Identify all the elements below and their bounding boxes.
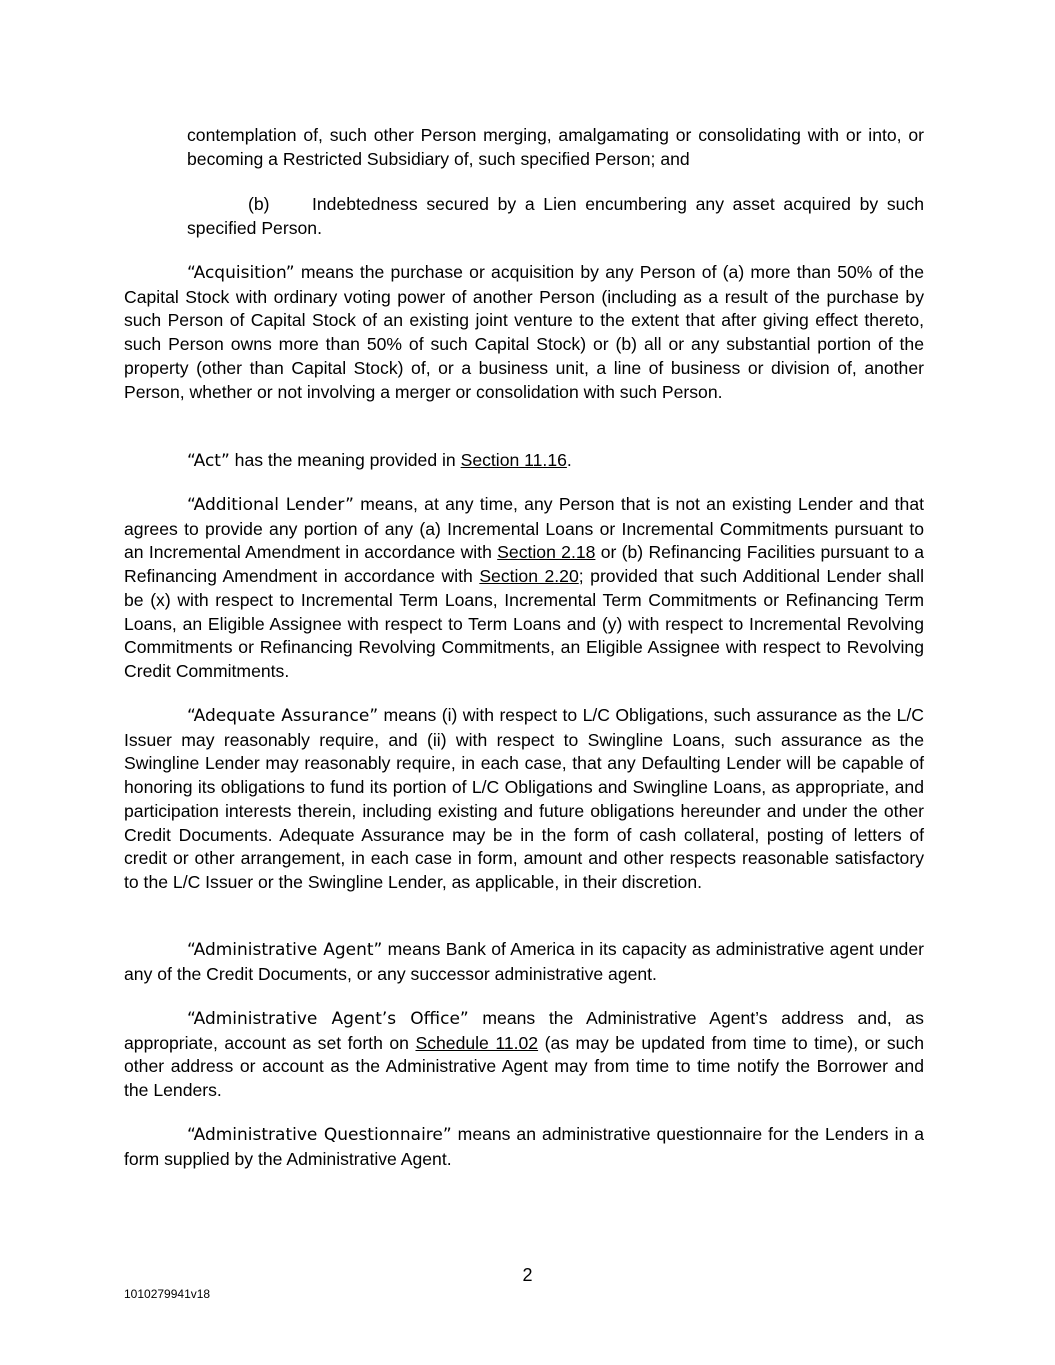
defined-term: “Administrative Agent’s Office” (187, 1009, 469, 1029)
definition-act (124, 449, 924, 474)
document-id: 1010279941v18 (124, 1287, 211, 1301)
defined-term: “Administrative Questionnaire” (187, 1125, 452, 1145)
definition-adequate-assurance (124, 704, 924, 895)
schedule-reference: Schedule 11.02 (415, 1032, 539, 1053)
item-b-paragraph (187, 193, 924, 240)
definition-text: ; provided that such Additional Lender shall be (x) with respect to Incremental Term Loans, Incremental Term Commitments or Refinancing Term Loans, an Eligible Assignee with respect to Term Loans and (y) with respect to Incremental Revolving Commitments or Refinancing Revolving Commitments, an Eligible Assignee with respect to Revolving Credit Commitments. (124, 566, 924, 681)
definition-text: means an administrative questionnaire for the Lenders in a form supplied by the Administrative Agent. (124, 1124, 925, 1169)
section-reference: Section 11.16 (460, 450, 567, 470)
defined-term: “Administrative Agent” (187, 940, 383, 960)
definition-acquisition (124, 261, 924, 404)
item-b-label: (b) (248, 194, 270, 214)
defined-term: “Additional Lender” (187, 495, 354, 515)
section-reference: Section 2.20 (479, 566, 579, 587)
definition-text: has the meaning provided in (229, 450, 461, 470)
item-b-text: Indebtedness secured by a Lien encumbering any asset acquired by such specified Person. (187, 194, 924, 238)
defined-term: “Act” (187, 451, 230, 471)
definition-administrative-agent (124, 938, 924, 986)
defined-term: “Adequate Assurance” (187, 706, 379, 726)
section-reference: Section 2.18 (497, 542, 596, 563)
definition-text: (as may be updated from time to time), or such other address or account as the Administrative Agent may from time to time notify the Borrower and the Lenders. (124, 1032, 924, 1101)
continuation-paragraph (187, 124, 924, 171)
definition-administrative-agents-office (124, 1007, 924, 1103)
continuation-text: contemplation of, such other Person merging, amalgamating or consolidating with or into, or becoming a Restricted Subsidiary of, such specified Person; and (187, 125, 924, 169)
definition-additional-lender (124, 493, 924, 684)
definition-text: . (566, 450, 572, 470)
page-number: 2 (522, 1265, 533, 1285)
definition-text: means, at any time, any Person that is not an existing Lender and that agrees to provide any portion of any (a) Incremental Loans or Incremental Commitments pursuant to an Incremental Amendment in accordance with (124, 494, 924, 563)
definition-text: or (b) Refinancing Facilities pursuant to a Refinancing Amendment in accordance with (124, 542, 924, 587)
definition-text: means the purchase or acquisition by any Person of (a) more than 50% of the Capital Stock with ordinary voting power of another Person (including as a result of the purchase by such Person of Capital Stock of an existing joint venture to the extent that after giving effect thereto, such Person owns more than 50% of such Capital Stock) or (b) all or any substantial portion of the property (other than Capital Stock) of, or a business unit, a line of business or division of, another Person, whether or not involving a merger or consolidation with such Person. (124, 262, 924, 402)
definition-administrative-questionnaire (124, 1123, 924, 1171)
definition-text: means Bank of America in its capacity as administrative agent under any of the Credit Documents, or any successor administrative agent. (124, 939, 924, 984)
defined-term: “Acquisition” (187, 263, 295, 283)
definition-text: means the Administrative Agent’s address and, as appropriate, account as set forth on (124, 1008, 924, 1053)
definition-text: means (i) with respect to L/C Obligations, such assurance as the L/C Issuer may reasonably require, and (ii) with respect to Swingline Loans, such assurance as the Swingline Lender may reasonably require, in each case, that any Defaulting Lender will be capable of honoring its obligations to fund its portion of L/C Obligations and Swingline Loans, as appropriate, and participation interests therein, including existing and future obligations hereunder and under the other Credit Documents. Adequate Assurance may be in the form of cash collateral, posting of letters of credit or other arrangement, in each case in form, amount and other respects reasonable satisfactory to the L/C Issuer or the Swingline Lender, as applicable, in their discretion. (124, 705, 925, 892)
